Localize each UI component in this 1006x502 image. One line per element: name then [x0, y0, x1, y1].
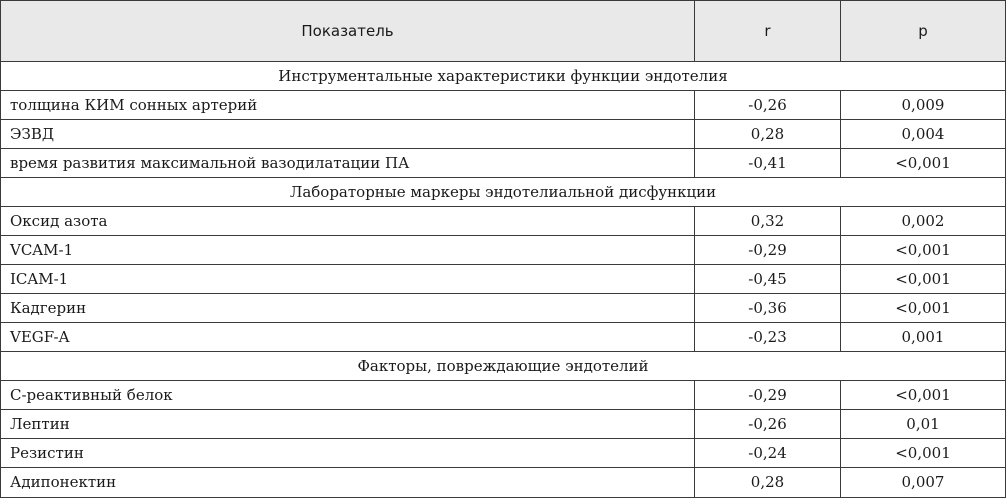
indicator-cell: Лептин — [1, 410, 695, 439]
indicator-cell: С-реактивный белок — [1, 381, 695, 410]
table-row — [1, 120, 1006, 149]
header-p: p — [841, 1, 1006, 62]
p-value-cell: <0,001 — [841, 294, 1006, 323]
p-value-cell: <0,001 — [841, 236, 1006, 265]
indicator-cell: толщина КИМ сонных артерий — [1, 91, 695, 120]
section-title: Факторы, повреждающие эндотелий — [1, 352, 1006, 381]
table-row — [1, 294, 1006, 323]
table-row — [1, 468, 1006, 498]
p-value-cell: 0,004 — [841, 120, 1006, 149]
r-value-cell: -0,26 — [695, 91, 841, 120]
table-row — [1, 91, 1006, 120]
indicator-cell: время развития максимальной вазодилатации ПА — [1, 149, 695, 178]
r-value-cell: 0,28 — [695, 120, 841, 149]
table-row — [1, 265, 1006, 294]
r-value-cell: -0,24 — [695, 439, 841, 468]
p-value-cell: 0,007 — [841, 468, 1006, 498]
table-row — [1, 381, 1006, 410]
indicator-cell: VEGF-A — [1, 323, 695, 352]
table-row — [1, 207, 1006, 236]
p-value-cell: <0,001 — [841, 149, 1006, 178]
table-row — [1, 410, 1006, 439]
indicator-cell: ICAM-1 — [1, 265, 695, 294]
p-value-cell: <0,001 — [841, 439, 1006, 468]
r-value-cell: -0,45 — [695, 265, 841, 294]
table-body — [1, 62, 1006, 498]
r-value-cell: -0,26 — [695, 410, 841, 439]
indicator-cell: Кадгерин — [1, 294, 695, 323]
header-row — [1, 1, 1006, 62]
section-row — [1, 178, 1006, 207]
header-r: r — [695, 1, 841, 62]
table-row — [1, 236, 1006, 265]
table-row — [1, 149, 1006, 178]
r-value-cell: -0,36 — [695, 294, 841, 323]
p-value-cell: 0,001 — [841, 323, 1006, 352]
r-value-cell: -0,23 — [695, 323, 841, 352]
section-row — [1, 352, 1006, 381]
indicator-cell: VCAM-1 — [1, 236, 695, 265]
table-row — [1, 439, 1006, 468]
r-value-cell: -0,41 — [695, 149, 841, 178]
r-value-cell: 0,28 — [695, 468, 841, 498]
p-value-cell: 0,01 — [841, 410, 1006, 439]
r-value-cell: -0,29 — [695, 381, 841, 410]
table-header — [1, 1, 1006, 62]
p-value-cell: 0,002 — [841, 207, 1006, 236]
r-value-cell: 0,32 — [695, 207, 841, 236]
indicator-cell: ЭЗВД — [1, 120, 695, 149]
p-value-cell: 0,009 — [841, 91, 1006, 120]
indicator-cell: Адипонектин — [1, 468, 695, 498]
section-row — [1, 62, 1006, 91]
indicator-cell: Оксид азота — [1, 207, 695, 236]
section-title: Инструментальные характеристики функции эндотелия — [1, 62, 1006, 91]
r-value-cell: -0,29 — [695, 236, 841, 265]
table-row — [1, 323, 1006, 352]
header-indicator: Показатель — [1, 1, 695, 62]
section-title: Лабораторные маркеры эндотелиальной дисфункции — [1, 178, 1006, 207]
indicator-cell: Резистин — [1, 439, 695, 468]
p-value-cell: <0,001 — [841, 265, 1006, 294]
p-value-cell: <0,001 — [841, 381, 1006, 410]
